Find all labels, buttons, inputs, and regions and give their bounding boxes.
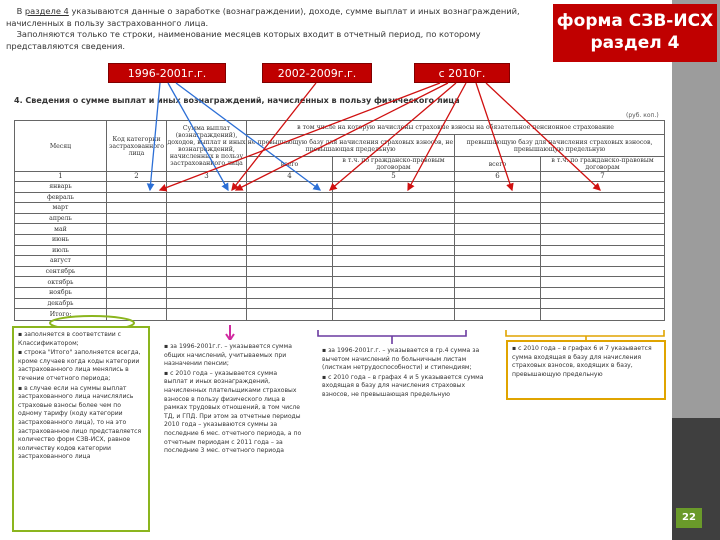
header-total-amount: Сумма выплат (вознаграждений), доходов, выплат и иных вознаграждений, начисленных в пользу застрахованного лица (167, 121, 247, 172)
purple-bracket (318, 330, 466, 344)
column-number: 6 (455, 172, 541, 182)
month-cell: январь (15, 182, 107, 193)
table-row (15, 266, 665, 277)
table-row (15, 287, 665, 298)
form-title: форма СЗВ-ИСХ (556, 11, 714, 31)
total-label: Итого: (15, 309, 107, 321)
table-row (15, 182, 665, 193)
table-row (15, 192, 665, 203)
header-base-limit: не превышающую базу для начисления страховых взносов, не превышающая предельную (247, 135, 455, 157)
column-number: 1 (15, 172, 107, 182)
intro-link[interactable]: разделе 4 (24, 6, 69, 16)
column-number: 2 (107, 172, 167, 182)
earnings-table (14, 120, 665, 321)
section-title: раздел 4 (590, 33, 680, 53)
table-row (15, 224, 665, 235)
header-exceeding-limit: превышающую базу для начисления страховых взносов, превышающую предельную (455, 135, 665, 157)
orange-bracket (506, 330, 664, 340)
month-cell: май (15, 224, 107, 235)
column-number: 7 (541, 172, 665, 182)
month-cell: сентябрь (15, 266, 107, 277)
intro-line2: Заполняются только те строки, наименование месяцев которых входит в отчетный период, по которому представляются сведения. (6, 29, 481, 51)
header-sub-civil-1: в т.ч. по гражданско-правовым договорам (333, 157, 455, 172)
table-row (15, 256, 665, 267)
legend-base-limit (318, 344, 494, 432)
legend-item: ▪ строка "Итого" заполняется всегда, кроме случаев когда коды категории застрахованного лица менялись в течение отчетного периода; (18, 349, 141, 382)
legend-item: ▪ с 2010 года – в графах 4 и 5 указывается сумма входящая в базу для начисления страховых взносов, не превышающая предельную (322, 373, 484, 398)
intro-line1-post: указываются данные о заработке (вознаграждении), доходе, сумме выплат и иных вознаграждений, начисленных в пользу застрахованного лица. (6, 6, 520, 28)
month-cell: июль (15, 245, 107, 256)
month-cell: апрель (15, 213, 107, 224)
legend-exceeding-limit (506, 340, 666, 400)
magenta-connector (226, 325, 234, 340)
month-cell: февраль (15, 192, 107, 203)
legend-item: ▪ с 2010 года – в графах 6 и 7 указывается сумма входящая в базу для начисления страховых взносов, входящих в базу, превышающую предельную (512, 345, 652, 378)
header-sub-total-1: всего (247, 157, 333, 172)
legend-total-amount (160, 340, 306, 486)
month-cell: ноябрь (15, 287, 107, 298)
table-row (15, 213, 665, 224)
intro-text (6, 6, 551, 52)
table-units: (руб. коп.) (626, 112, 659, 119)
header-category-code: Код категории застрахованного лица (107, 121, 167, 172)
header-insured-group: в том числе на которую начислены страховые взносы на обязательное пенсионное страхование (247, 121, 665, 135)
legend-item: ▪ в случае если на суммы выплат застрахованного лица начислялись страховые взносы более чем по одному тарифу (коду категории застрахованного лица), то на это застрахованное лицо представляется количество форм СЗВ-ИСХ, равное количеству кодов категории застрахованного лица (18, 384, 142, 461)
table-title: 4. Сведения о сумме выплат и иных вознаграждений, начисленных в пользу физического лица (14, 96, 460, 105)
period-label-2002-2009: 2002-2009г.г. (262, 63, 372, 83)
header-sub-total-2: всего (455, 157, 541, 172)
table-total-row (15, 309, 665, 321)
month-cell: октябрь (15, 277, 107, 288)
legend-item: ▪ за 1996-2001г.г. – указывается в гр.4 сумма за вычетом начислений по больничным листам (листкам нетрудоспособности) и стипендиям; (322, 347, 480, 372)
legend-item: ▪ заполняется в соответствии с Классификатором; (18, 331, 122, 347)
month-cell: август (15, 256, 107, 267)
column-number: 5 (333, 172, 455, 182)
header-sub-civil-2: в т.ч. по гражданско-правовым договорам (541, 157, 665, 172)
table-row (15, 298, 665, 309)
month-cell: июнь (15, 234, 107, 245)
table-row (15, 245, 665, 256)
period-label-2010: с 2010г. (414, 63, 510, 83)
period-label-1996-2001: 1996-2001г.г. (108, 63, 226, 83)
form-title-badge (553, 4, 717, 62)
month-cell: март (15, 203, 107, 214)
legend-category-code (12, 326, 150, 532)
column-number: 3 (167, 172, 247, 182)
month-cell: декабрь (15, 298, 107, 309)
table-row (15, 277, 665, 288)
header-month: Месяц (15, 121, 107, 172)
page-number: 22 (676, 508, 702, 528)
legend-item: ▪ с 2010 года – указывается сумма выплат и иных вознаграждений, начисленных плательщиками страховых взносов в пользу физического лица в рамках трудовых отношений, в том числе ТД, и ГПД. При этом за отчетные периоды 2010 года – указываются суммы за последние 6 мес. отчетного периода, а по отчетным периодам с 2011 года – за последние 3 мес. отчетного периода (164, 369, 302, 455)
table-row (15, 234, 665, 245)
column-number: 4 (247, 172, 333, 182)
table-row (15, 203, 665, 214)
legend-item: ▪ за 1996-2001г.г. – указывается сумма общих начислений, учитываемых при назначении пенсии; (164, 343, 292, 368)
intro-line1-pre: В (16, 6, 25, 16)
